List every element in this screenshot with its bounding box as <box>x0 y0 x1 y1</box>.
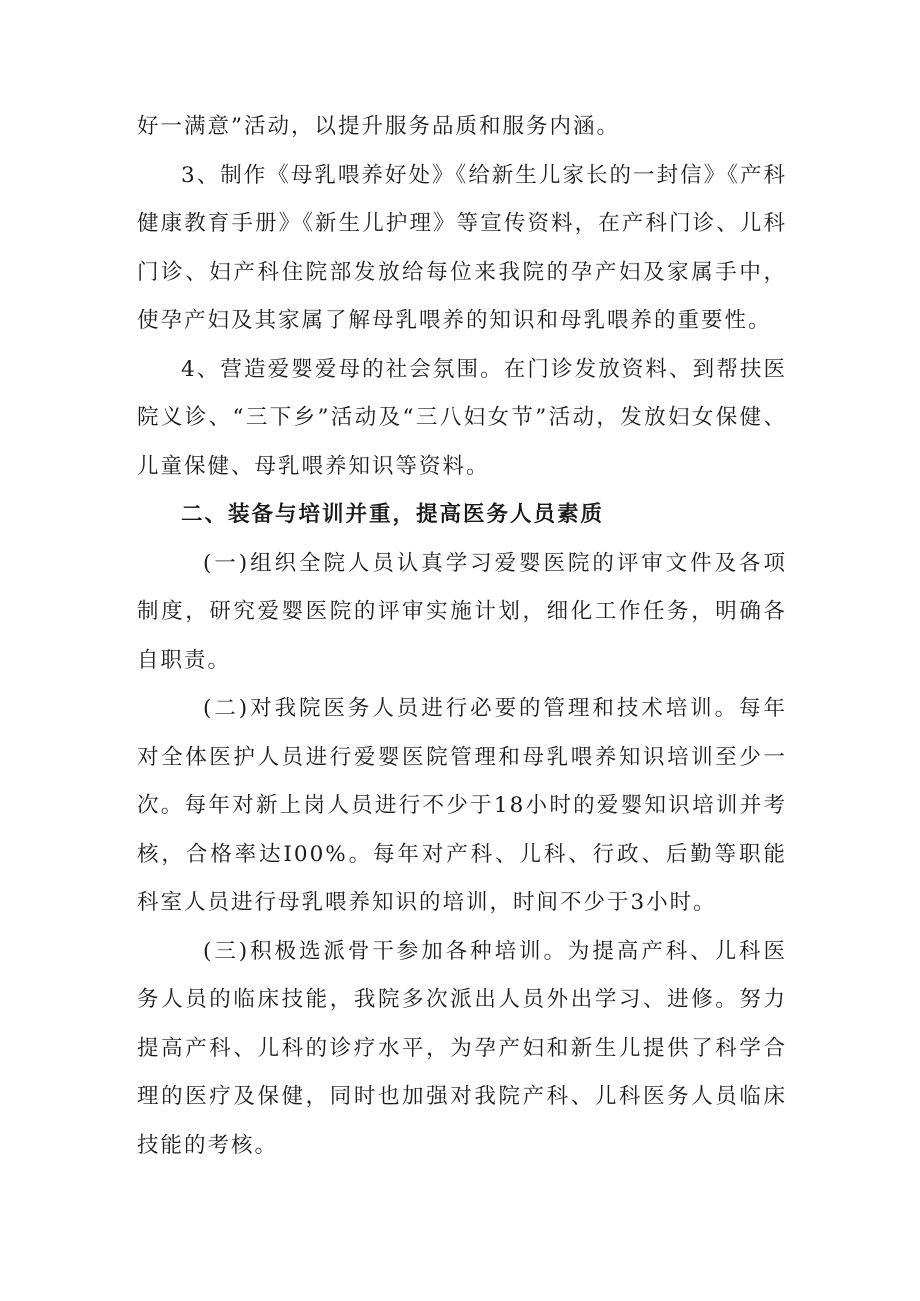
paragraph-continuation: 好一满意”活动，以提升服务品质和服务内涵。 <box>137 114 620 139</box>
paragraph-sub-2: (二)对我院医务人员进行必要的管理和技术培训。每年对全体医护人员进行爱婴医院管理和母乳喂养知识培训至少一次。每年对新上岗人员进行不少于18小时的爱婴知识培训并考核，合格率达I00%。每年对产科、儿科、行政、后勤等职能科室人员进行母乳喂养知识的培训，时间不少于3小时。 <box>137 696 787 915</box>
document-page <box>137 103 787 1170</box>
paragraph-item-3: 3、制作《母乳喂养好处》《给新生儿家长的一封信》《产科健康教育手册》《新生儿护理》等宣传资料，在产科门诊、儿科门诊、妇产科住院部发放给每位来我院的孕产妇及家属手中，使孕产妇及其家属了解母乳喂养的知识和母乳喂养的重要性。 <box>137 162 787 333</box>
paragraph-item-4: 4、营造爱婴爱母的社会氛围。在门诊发放资料、到帮扶医院义诊、“三下乡”活动及“三八妇女节”活动，发放妇女保健、儿童保健、母乳喂养知识等资料。 <box>137 356 787 479</box>
section-heading-2: 二、装备与培训并重，提高医务人员素质 <box>181 502 605 527</box>
paragraph-sub-1: (一)组织全院人员认真学习爱婴医院的评审文件及各项制度，研究爱婴医院的评审实施计划，细化工作任务，明确各自职责。 <box>137 550 787 673</box>
paragraph-sub-3: (三)积极选派骨干参加各种培训。为提高产科、儿科医务人员的临床技能，我院多次派出人员外出学习、进修。努力提高产科、儿科的诊疗水平，为孕产妇和新生儿提供了科学合理的医疗及保健，同时也加强对我院产科、儿科医务人员临床技能的考核。 <box>137 938 787 1158</box>
